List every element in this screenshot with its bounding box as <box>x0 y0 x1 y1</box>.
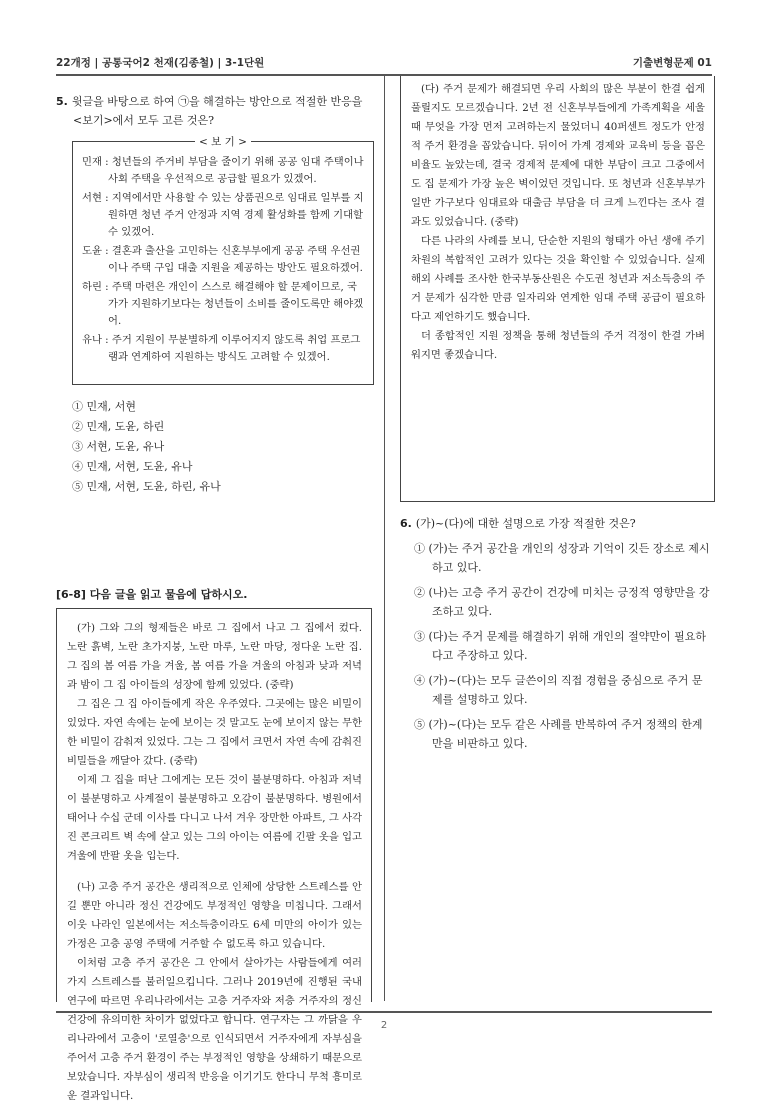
question-5-prompt: 윗글을 바탕으로 하여 ㉠을 해결하는 방안으로 적절한 반응을 <보기>에서 모두 고른 것은? <box>71 95 363 127</box>
section-instruction: [6-8] 다음 글을 읽고 물음에 답하시오. <box>56 588 248 601</box>
question-6-prompt: (가)~(다)에 대한 설명으로 가장 적절한 것은? <box>415 517 636 530</box>
header-worksheet-title: 기출변형문제 01 <box>632 57 712 69</box>
question-5-stem <box>56 92 372 130</box>
page-number: 2 <box>380 1020 388 1031</box>
option-4[interactable]: ④ (가)~(다)는 모두 글쓴이의 직접 경험을 중심으로 주거 문제를 설명하고 있다. <box>414 674 703 706</box>
question-6-number: 6. <box>400 517 412 530</box>
question-6-stem <box>400 514 712 533</box>
question-6-options <box>400 539 712 753</box>
choice-2[interactable]: ② 민재, 도윤, 하린 <box>72 420 165 433</box>
choice-5[interactable]: ⑤ 민재, 서현, 도윤, 하린, 유나 <box>72 480 221 493</box>
question-5 <box>56 92 372 130</box>
bogi-box <box>72 136 374 385</box>
bogi-statements <box>82 154 364 368</box>
bogi-text: 결혼과 출산을 고민하는 신혼부부에게 공공 주택 우선권이나 주택 구입 대출 지원을 제공하는 방안도 필요하겠어. <box>108 245 363 274</box>
bogi-title: < 보 기 > <box>195 136 251 148</box>
option-3[interactable]: ③ (다)는 주거 문제를 해결하기 위해 개인의 절약만이 필요하다고 주장하고 있다. <box>414 630 706 662</box>
bogi-text: 청년들의 주거비 부담을 줄이기 위해 공공 임대 주택이나 사회 주택을 우선적으로 공급할 필요가 있겠어. <box>108 156 364 185</box>
choice-1[interactable]: ① 민재, 서현 <box>72 400 136 413</box>
option-1[interactable]: ① (가)는 주거 공간을 개인의 성장과 기억이 깃든 장소로 제시하고 있다. <box>414 542 710 574</box>
question-6 <box>400 514 712 759</box>
bogi-text: 주거 지원이 무분별하게 이루어지지 않도록 취업 프로그램과 연계하여 지원하는 방식도 고려할 수 있겠어. <box>108 334 361 363</box>
bogi-item-minjae <box>82 154 364 188</box>
bogi-item-seohyeon <box>82 190 364 241</box>
passage-da-p2: 다른 나라의 사례를 보니, 단순한 지원의 형태가 아닌 생애 주기 차원의 복합적인 고려가 있다는 것을 확인할 수 있었습니다. 실제 해외 사례를 조사한 한국부동산원은 수도권 청년과 저소득층의 주거 문제가 심각한 만큼 일자리와 연계한 임대 주택 공급이 필요하다고 제언하기도 했습니다. <box>411 235 705 323</box>
passage-na-p2: 이처럼 고층 주거 공간은 그 안에서 살아가는 사람들에게 여러 가지 스트레스를 불러일으킵니다. 그러나 2019년에 진행된 국내 연구에 따르면 우리나라에서는 고층 거주자와 저층 거주자의 정신 건강에 유의미한 차이가 없었다고 합니다. 연구자는 그 까닭을 우리나라에서 고층이 '로열층'으로 인식되면서 거주자에게 자부심을 주어서 고층 주거 환경이 주는 부정적인 영향을 상쇄하기 때문으로 보았습니다. 자부심이 생리적 반응을 이기기도 한다니 무척 흥미로운 결과입니다. <box>67 957 362 1102</box>
passage-da-p3: 더 종합적인 지원 정책을 통해 청년들의 주거 걱정이 한결 가벼워지면 좋겠습니다. <box>411 330 705 361</box>
bogi-speaker: 도윤 : <box>82 245 109 257</box>
passage-da-p1: (다) 주거 문제가 해결되면 우리 사회의 많은 부분이 한결 쉽게 풀릴지도 모르겠습니다. 2년 전 신혼부부들에게 가족계획을 세울 때 무엇을 가장 먼저 고려하는지 물었더니 40퍼센트 정도가 안정적 주거 환경을 꼽았습니다. 뒤이어 가계 경제와 교육비 등을 꼽은 비율도 높았는데, 결국 경제적 문제에 대한 부담이 크고 그중에서도 집 문제가 가장 높은 벽이었던 것입니다. 또 청년과 신혼부부가 일반 가구보다 임대료와 대출금 부담을 더 크게 느낀다는 조사 결과도 있었습니다. (중략) <box>411 83 705 228</box>
passage-box-right <box>400 76 715 502</box>
option-5[interactable]: ⑤ (가)~(다)는 모두 같은 사례를 반복하여 주거 정책의 한계만을 비판하고 있다. <box>414 718 703 750</box>
bogi-item-yuna <box>82 332 364 366</box>
passage-ga-p1: (가) 그와 그의 형제들은 바로 그 집에서 나고 그 집에서 컸다. 노란 흙벽, 노란 초가지붕, 노란 마루, 노란 마당, 정다운 노란 집. 그 집의 봄 여름 가을 겨울, 봄 여름 가을 겨울의 아침과 낮과 저녁과 밤이 그 집 아이들의 성장에 함께 있었다. (중략) <box>67 622 362 691</box>
bogi-speaker: 유나 : <box>82 334 109 346</box>
bogi-speaker: 민재 : <box>82 156 109 168</box>
passage-box-left <box>56 608 372 1102</box>
passage-ga-p2: 그 집은 그 집 아이들에게 작은 우주였다. 그곳에는 많은 비밀이 있었다. 자연 속에는 눈에 보이는 것 말고도 눈에 보이지 않는 무한한 비밀이 감춰져 있었다. 그는 그 집에서 크면서 자연 속에 감춰진 비밀들을 깨달아 갔다. (중략) <box>67 698 362 767</box>
passage-right-text <box>411 80 705 365</box>
column-divider <box>384 76 385 1001</box>
header-course-info: 22개정 | 공통국어2 천재(김종철) | 3-1단원 <box>56 57 265 69</box>
bogi-item-doyun <box>82 243 364 277</box>
bogi-speaker: 서현 : <box>82 192 109 204</box>
passage-na-p1: (나) 고층 주거 공간은 생리적으로 인체에 상당한 스트레스를 안길 뿐만 아니라 정신 건강에도 부정적인 영향을 미칩니다. 그래서 이웃 나라인 일본에서는 저소득층이라도 6세 미만의 아이가 있는 가정은 고층 공영 주택에 거주할 수 없도록 하고 있습니다. <box>67 881 362 950</box>
option-2[interactable]: ② (나)는 고층 주거 공간이 건강에 미치는 긍정적 영향만을 강조하고 있다. <box>414 586 710 618</box>
choice-3[interactable]: ③ 서현, 도윤, 유나 <box>72 440 165 453</box>
bogi-speaker: 하린 : <box>82 281 109 293</box>
passage-left-text <box>67 619 362 1106</box>
bogi-text: 주택 마련은 개인이 스스로 해결해야 할 문제이므로, 국가가 지원하기보다는 청년들이 소비를 줄이도록만 해야겠어. <box>108 281 364 327</box>
question-5-number: 5. <box>56 95 68 108</box>
page-header <box>56 55 712 71</box>
question-5-choices <box>72 397 221 497</box>
passage-ga-p3: 이제 그 집을 떠난 그에게는 모든 것이 불분명하다. 아침과 저녁이 불분명하고 사계절이 불분명하고 오감이 불분명하다. 병원에서 태어나 수십 군데 이사를 다니고 나서 겨우 장만한 아파트, 그 사각진 콘크리트 벽 속에 살고 있는 그의 아이는 여름에 긴팔 옷을 입고 겨울에 반팔 옷을 입는다. <box>67 774 362 862</box>
bogi-item-harin <box>82 279 364 330</box>
bogi-text: 지역에서만 사용할 수 있는 상품권으로 임대료 일부를 지원하면 청년 주거 안정과 지역 경제 활성화를 함께 기대할 수 있겠어. <box>108 192 364 238</box>
footer-rule <box>56 1011 712 1013</box>
choice-4[interactable]: ④ 민재, 서현, 도윤, 유나 <box>72 460 193 473</box>
